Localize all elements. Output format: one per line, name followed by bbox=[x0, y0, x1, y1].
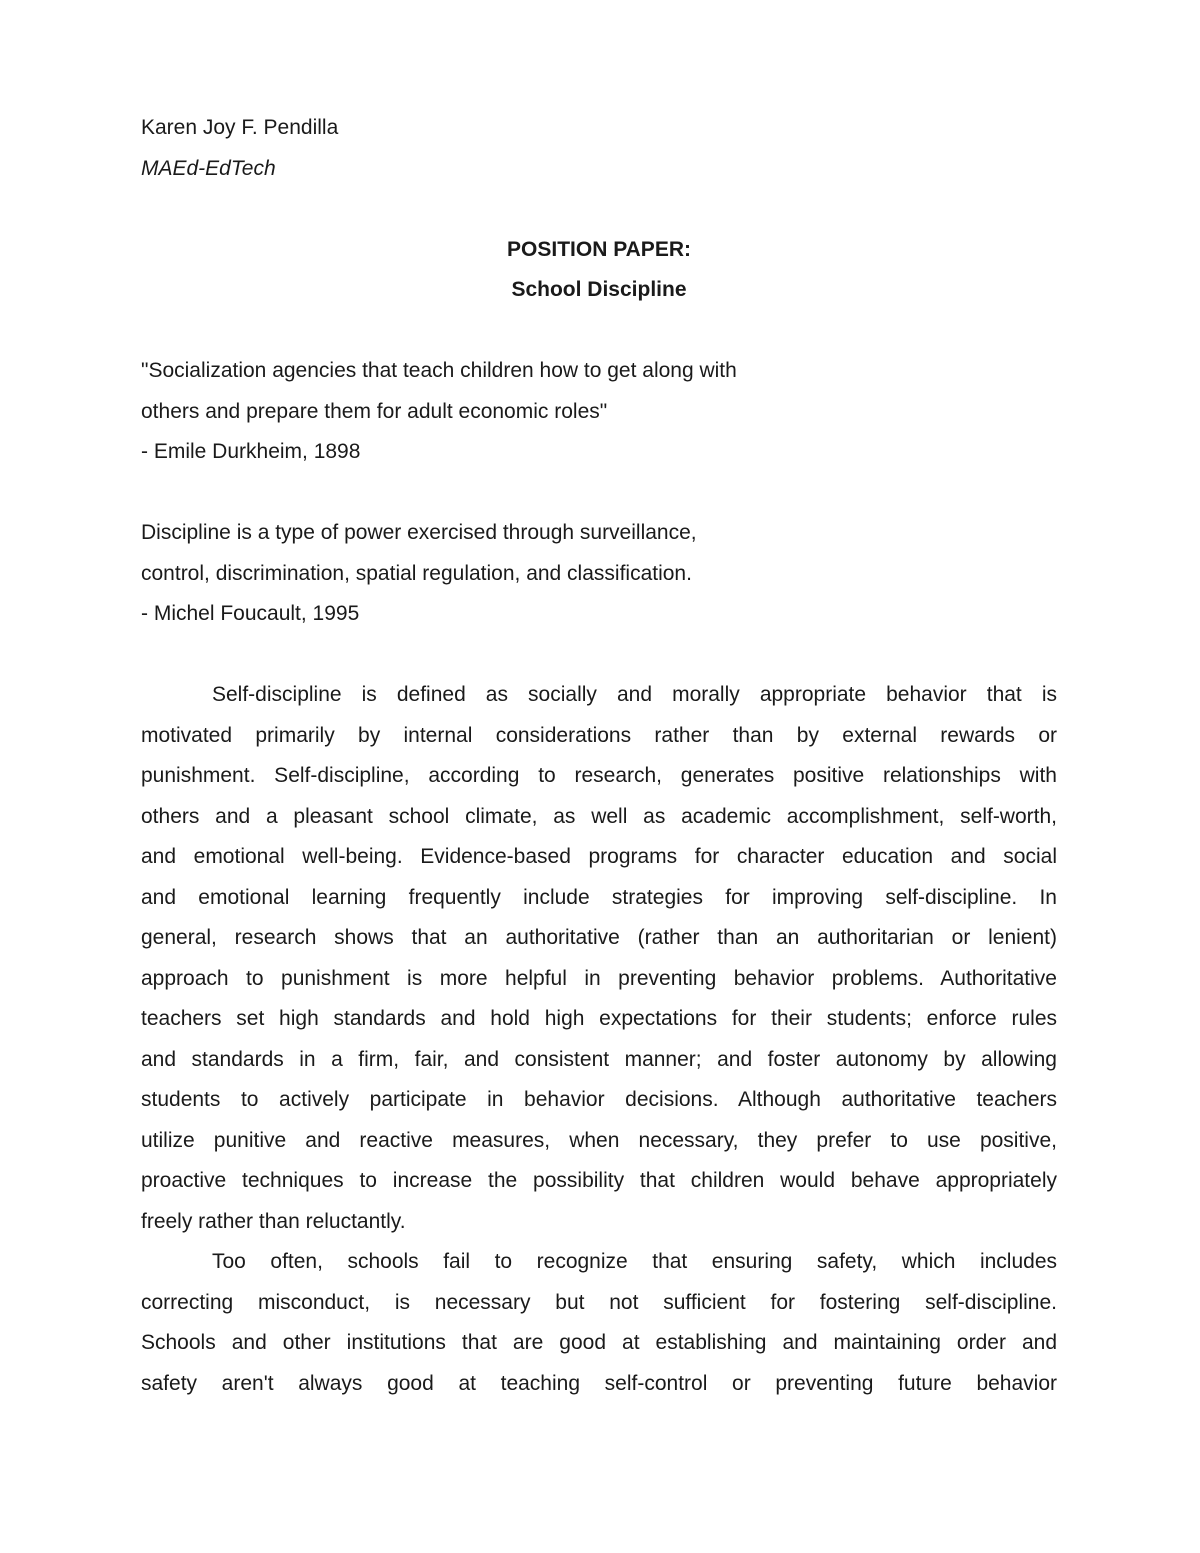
paragraph-line: teachers set high standards and hold high expectations for their students; enforce rules bbox=[141, 1007, 1057, 1030]
paragraph-line: correcting misconduct, is necessary but not sufficient for fostering self-discipline. bbox=[141, 1290, 1057, 1314]
paragraph-line: others and a pleasant school climate, as well as academic accomplishment, self-worth, bbox=[141, 804, 1057, 828]
document-subtitle: School Discipline bbox=[511, 278, 687, 301]
quote-attribution: - Emile Durkheim, 1898 bbox=[141, 440, 361, 463]
paragraph-line: and emotional learning frequently include strategies for improving self-discipline. In bbox=[141, 885, 1057, 909]
paragraph-line: motivated primarily by internal considerations rather than by external rewards or bbox=[141, 723, 1057, 747]
paragraph-line: utilize punitive and reactive measures, when necessary, they prefer to use positive, bbox=[141, 1128, 1057, 1152]
epigraph-foucault bbox=[141, 513, 1057, 635]
paragraph-line: general, research shows that an authoritative (rather than an authoritarian or lenient) bbox=[141, 926, 1057, 949]
author-name: Karen Joy F. Pendilla bbox=[141, 116, 339, 139]
quote-line: others and prepare them for adult economic roles" bbox=[141, 399, 608, 423]
epigraph-durkheim bbox=[141, 351, 1057, 473]
paragraph-line: Self-discipline is defined as socially and morally appropriate behavior that is bbox=[212, 683, 1057, 706]
paragraph-line: proactive techniques to increase the possibility that children would behave appropriately bbox=[141, 1169, 1057, 1192]
quote-line: control, discrimination, spatial regulation, and classification. bbox=[141, 561, 692, 585]
paragraph-line: approach to punishment is more helpful in preventing behavior problems. Authoritative bbox=[141, 966, 1057, 990]
quote-line: Discipline is a type of power exercised through surveillance, bbox=[141, 521, 697, 544]
paragraph-line: freely rather than reluctantly. bbox=[141, 1209, 406, 1233]
paragraph-line: punishment. Self-discipline, according to research, generates positive relationships with bbox=[141, 764, 1057, 787]
paragraph-line: students to actively participate in behavior decisions. Although authoritative teachers bbox=[141, 1088, 1057, 1111]
program-name: MAEd-EdTech bbox=[141, 156, 276, 180]
title-block bbox=[141, 230, 1057, 311]
quote-attribution: - Michel Foucault, 1995 bbox=[141, 602, 360, 625]
paragraph-line: and standards in a firm, fair, and consistent manner; and foster autonomy by allowing bbox=[141, 1047, 1057, 1071]
document-title: POSITION PAPER: bbox=[507, 237, 691, 261]
paragraph-line: safety aren't always good at teaching self-control or preventing future behavior bbox=[141, 1371, 1057, 1395]
quote-line: "Socialization agencies that teach children how to get along with bbox=[141, 359, 737, 382]
document-content bbox=[141, 108, 1057, 1404]
paragraph-line: and emotional well-being. Evidence-based programs for character education and social bbox=[141, 845, 1057, 868]
body-text bbox=[141, 675, 1057, 1404]
paragraph-line: Too often, schools fail to recognize that ensuring safety, which includes bbox=[212, 1250, 1057, 1273]
paragraph-2 bbox=[141, 1242, 1057, 1404]
paragraph-1 bbox=[141, 675, 1057, 1242]
paragraph-line: Schools and other institutions that are good at establishing and maintaining order and bbox=[141, 1331, 1057, 1354]
